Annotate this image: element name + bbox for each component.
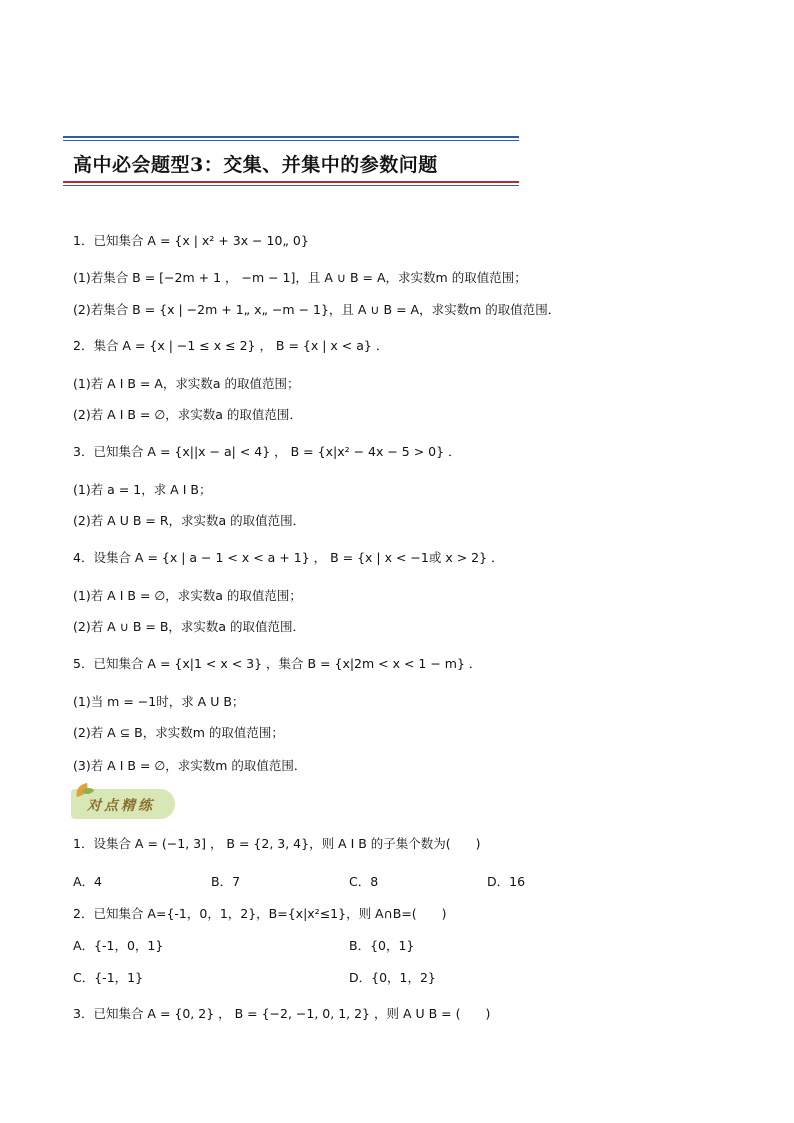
problem-1-part-2: (2)若集合 B = {x | −2m + 1„ x„ −m − 1}，且 A ∪ B = A，求实数m 的取值范围． — [73, 302, 561, 317]
title-rule-top-thin — [63, 140, 519, 141]
problem-3-part-2: (2)若 A U B = R，求实数a 的取值范围． — [73, 513, 306, 528]
title-rule-bottom — [63, 181, 519, 183]
practice-badge-label: 对点精练 — [87, 798, 155, 814]
problem-3-part-1: (1)若 a = 1，求 A I B； — [73, 482, 212, 497]
title-rule-top — [63, 136, 519, 138]
practice-q2: 2．已知集合 A={-1，0，1，2}，B={x|x²≤1}，则 A∩B=( ) — [73, 906, 447, 921]
problem-5-part-3: (3)若 A I B = ∅，求实数m 的取值范围． — [73, 758, 307, 773]
problem-2-part-2: (2)若 A I B = ∅，求实数a 的取值范围． — [73, 407, 302, 422]
problem-1-part-1: (1)若集合 B = [−2m + 1 ， −m − 1]，且 A ∪ B = A，求实数m 的取值范围； — [73, 270, 527, 285]
practice-q1-option-c: C．8 — [349, 874, 379, 889]
problem-5-part-1: (1)当 m = −1时，求 A U B； — [73, 694, 245, 709]
problem-1-stem: 1．已知集合 A = {x | x² + 3x − 10„ 0} — [73, 233, 309, 248]
problem-4-part-2: (2)若 A ∪ B = B，求实数a 的取值范围． — [73, 619, 306, 634]
practice-q2-option-c: C．{-1，1} — [73, 970, 144, 985]
practice-q3: 3．已知集合 A = {0, 2} ， B = {−2, −1, 0, 1, 2} ，则 A U B = ( ) — [73, 1006, 491, 1021]
problem-2-stem: 2．集合 A = {x | −1 ≤ x ≤ 2} ， B = {x | x < a} ． — [73, 338, 389, 353]
practice-q2-option-a: A．{-1，0，1} — [73, 938, 164, 953]
problem-5-stem: 5．已知集合 A = {x|1 < x < 3} ，集合 B = {x|2m < x < 1 − m} ． — [73, 656, 482, 671]
problem-5-part-2: (2)若 A ⊆ B，求实数m 的取值范围； — [73, 725, 284, 740]
practice-badge — [71, 789, 175, 819]
practice-q1-option-d: D．16 — [487, 874, 526, 889]
problem-2-part-1: (1)若 A I B = A，求实数a 的取值范围； — [73, 376, 300, 391]
page-title: 高中必会题型3：交集、并集中的参数问题 — [73, 154, 438, 176]
practice-q2-option-d: D．{0，1，2} — [349, 970, 436, 985]
title-rule-bottom-thin — [63, 185, 519, 186]
practice-q1-option-a: A．4 — [73, 874, 103, 889]
problem-3-stem: 3．已知集合 A = {x||x − a| < 4} ， B = {x|x² − 4x − 5 > 0} ． — [73, 444, 461, 459]
practice-q1-option-b: B．7 — [211, 874, 241, 889]
practice-q1: 1．设集合 A = (−1, 3] ， B = {2, 3, 4}，则 A I B 的子集个数为( ) — [73, 836, 481, 851]
problem-4-part-1: (1)若 A I B = ∅，求实数a 的取值范围； — [73, 588, 302, 603]
problem-4-stem: 4．设集合 A = {x | a − 1 < x < a + 1} ， B = {x | x < −1或 x > 2} ． — [73, 550, 504, 565]
practice-q2-option-b: B．{0，1} — [349, 938, 415, 953]
title-banner — [63, 133, 519, 189]
